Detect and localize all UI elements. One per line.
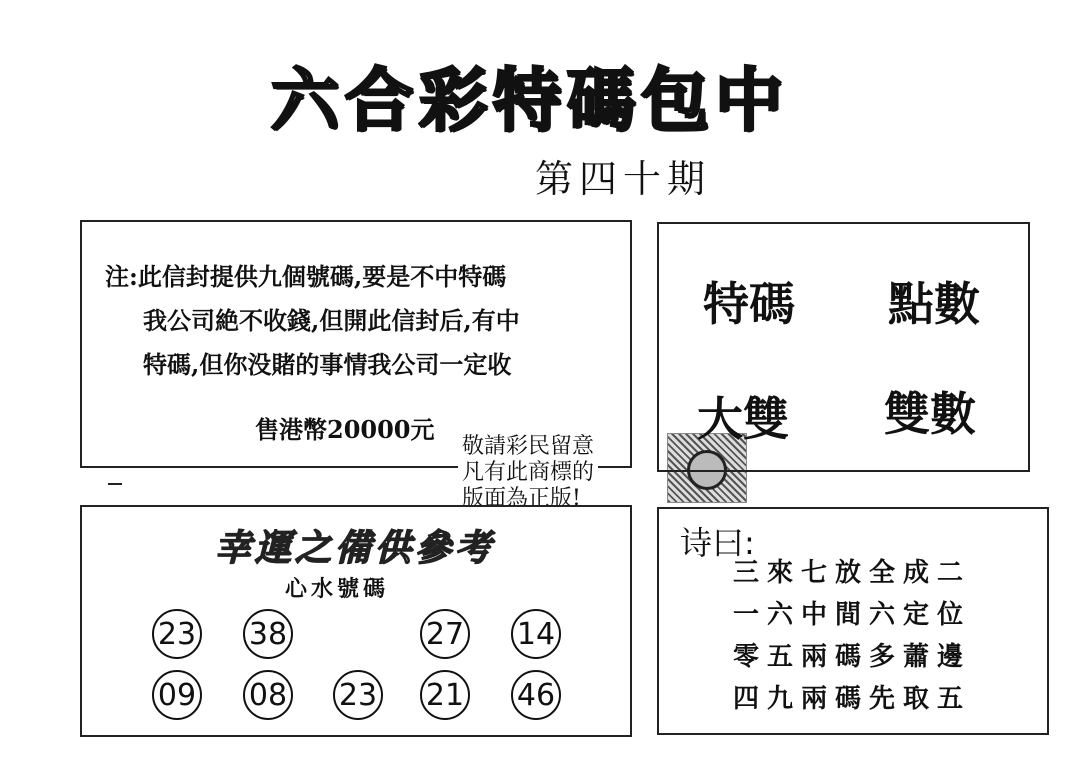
poem-line: 三來七放全成二 [733, 558, 972, 588]
number-ball: 21 [420, 670, 470, 720]
number-ball: 38 [243, 609, 293, 659]
divider [108, 483, 122, 485]
notice-line: 我公司絶不收錢,但開此信封后,有中 [143, 306, 520, 335]
authenticity-line: 凡有此商標的 [462, 460, 595, 485]
number-ball: 27 [420, 609, 470, 659]
authenticity-line: 敬請彩民留意 [462, 434, 595, 459]
lucky-subtitle: 心水號碼 [285, 576, 390, 602]
poem-line: 一六中間六定位 [733, 600, 972, 630]
notice-text [105, 255, 520, 387]
number-ball: 09 [152, 670, 202, 720]
type-label-even: 雙數 [884, 387, 976, 441]
number-ball: 46 [511, 670, 561, 720]
number-ball: 08 [243, 670, 293, 720]
poem-label: 诗曰: [680, 524, 755, 562]
price-text: 售港幣20000元 [255, 415, 435, 444]
number-ball: 23 [152, 609, 202, 659]
number-ball: 23 [333, 670, 383, 720]
authenticity-line: 版面為正版! [462, 486, 581, 511]
number-ball: 14 [511, 609, 561, 659]
notice-line: 特碼,但你没賭的事情我公司一定收 [143, 350, 512, 379]
lucky-title: 幸運之備供參考 [215, 527, 496, 569]
issue-number: 第四十期 [535, 157, 712, 201]
poem-line: 四九兩碼先取五 [733, 684, 972, 714]
page-title: 六合彩特碼包中 [270, 60, 789, 141]
type-label-big-even: 大雙 [697, 392, 789, 446]
notice-line: 注:此信封提供九個號碼,要是不中特碼 [105, 262, 507, 291]
authenticity-note [458, 432, 598, 514]
poem-line: 零五兩碼多蕭邊 [733, 642, 972, 672]
poem-text [733, 552, 971, 720]
type-label-points: 點數 [888, 277, 980, 331]
type-label-special: 特碼 [703, 277, 795, 331]
